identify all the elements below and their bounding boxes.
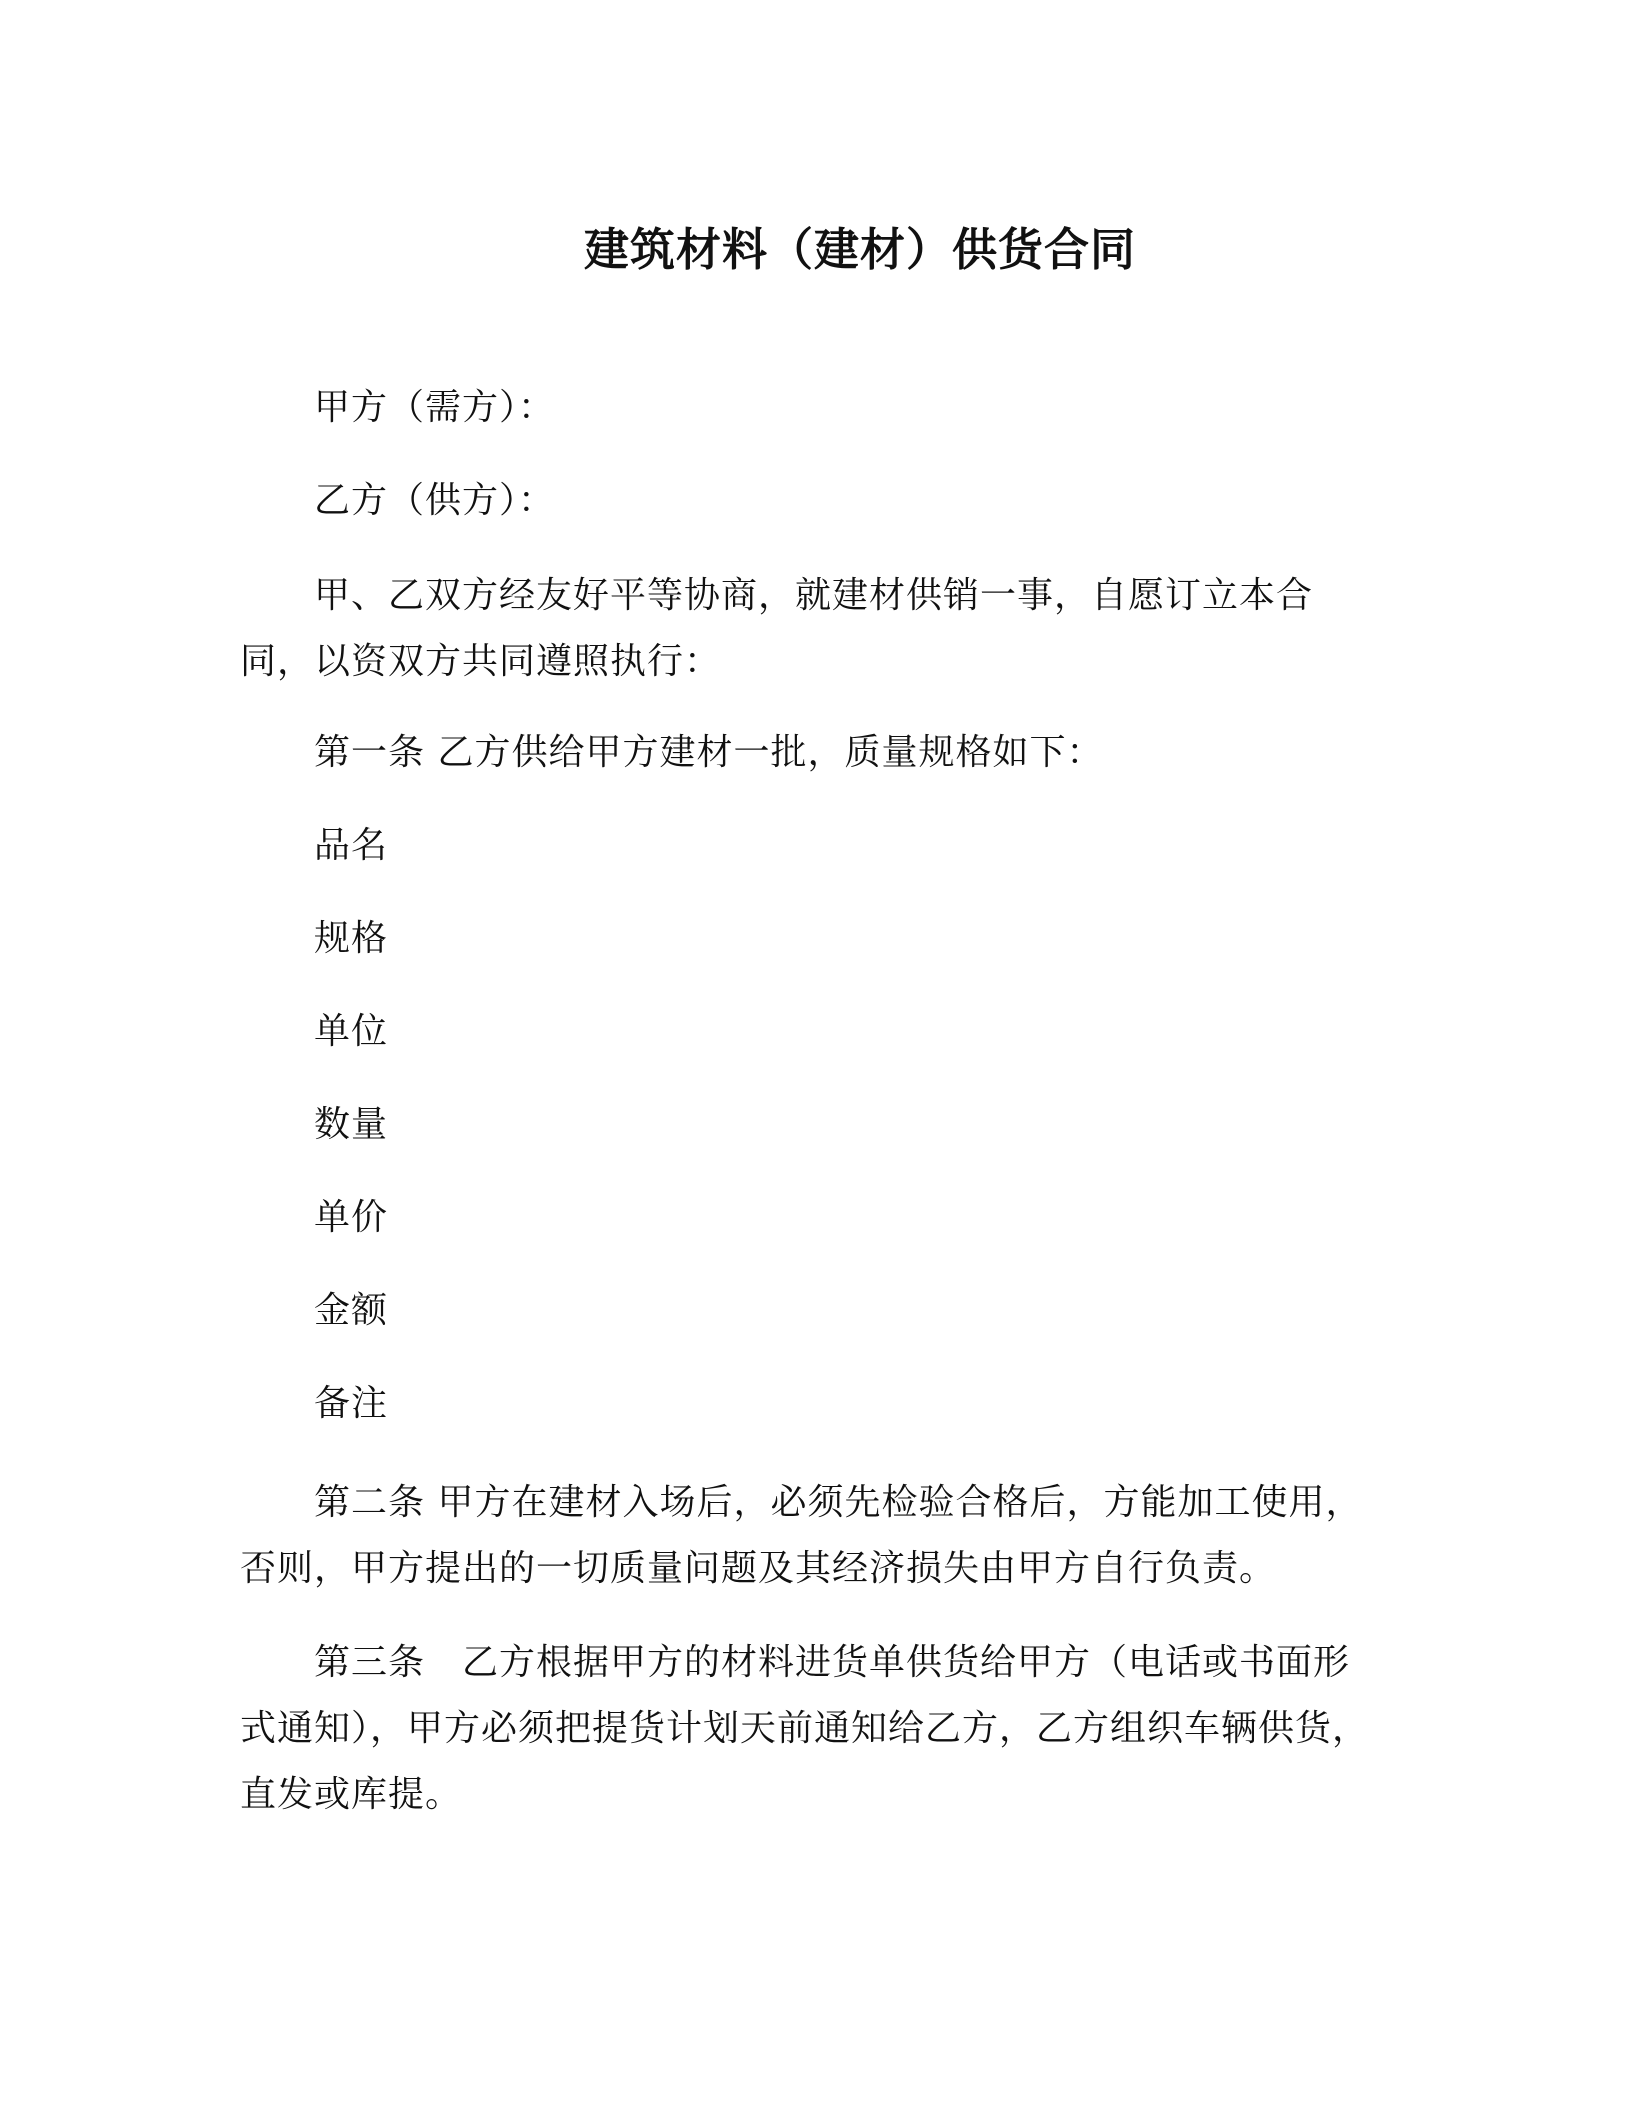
spec-field-amount: 金额 [314, 1290, 389, 1331]
spec-field-quantity: 数量 [314, 1104, 389, 1145]
spec-field-remarks: 备注 [314, 1383, 389, 1424]
article-1: 第一条 乙方供给甲方建材一批，质量规格如下： [314, 732, 1104, 773]
spec-field-unit-price: 单价 [314, 1197, 389, 1238]
article-2: 第二条 甲方在建材入场后，必须先检验合格后，方能加工使用，否则，甲方提出的一切质量问题及其经济损失由甲方自行负责。 [240, 1482, 1363, 1589]
party-a-line: 甲方（需方）： [314, 387, 556, 428]
intro-paragraph: 甲、乙双方经友好平等协商，就建材供销一事，自愿订立本合同，以资双方共同遵照执行： [240, 575, 1314, 682]
document-title: 建筑材料（建材）供货合同 [583, 223, 1136, 276]
spec-field-spec: 规格 [314, 918, 389, 959]
spec-field-unit: 单位 [314, 1011, 389, 1052]
party-b-line: 乙方（供方）： [314, 480, 556, 521]
spec-field-name: 品名 [314, 825, 389, 866]
article-3: 第三条 乙方根据甲方的材料进货单供货给甲方（电话或书面形式通知），甲方必须把提货计划天前通知给乙方，乙方组织车辆供货，直发或库提。 [240, 1642, 1370, 1815]
